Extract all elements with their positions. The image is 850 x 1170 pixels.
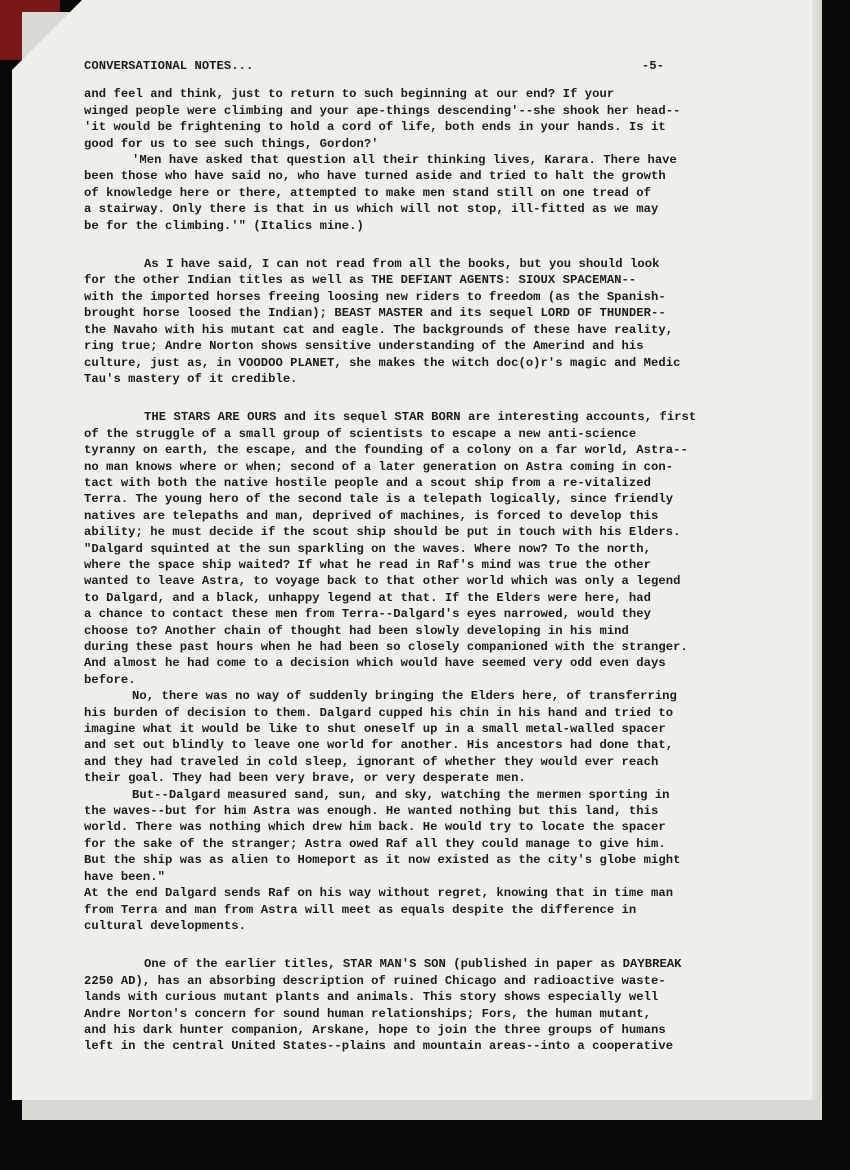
page-content	[84, 58, 784, 1055]
page-header	[84, 58, 784, 74]
document-title: CONVERSATIONAL NOTES...	[84, 59, 254, 73]
page-number: -5-	[641, 59, 664, 73]
paragraph-8: One of the earlier titles, STAR MAN'S SON (published in paper as DAYBREAK 2250 AD), has an absorbing description of ruined Chicago and radioactive waste- lands with curious mutant plants and animals. This story shows especially well Andre Norton's concern for sound human relationships; Fors, the human mutant, and his dark hunter companion, Arskane, hope to join the three groups of humans left in the central United States--plains and mountain areas--into a cooperative	[84, 957, 682, 1054]
paragraph-3: As I have said, I can not read from all the books, but you should look for the other Indian titles as well as THE DEFIANT AGENTS: SIOUX SPACEMAN-- with the imported horses freeing loosing new riders to freedom (as the Spanish- brought horse loosed the Indian); BEAST MASTER and its sequel LORD OF THUNDER-- the Navaho with his mutant cat and eagle. The backgrounds of these have reality, ring true; Andre Norton shows sensitive understanding of the Amerind and his culture, just as, in VOODOO PLANET, she makes the witch doc(o)r's magic and Medic Tau's mastery of it credible.	[84, 257, 681, 386]
paragraph-6: But--Dalgard measured sand, sun, and sky, watching the mermen sporting in the waves--but for him Astra was enough. He wanted nothing but this land, this world. There was nothing which drew him back. He would try to locate the spacer for the sake of the stranger; Astra owed Raf all they could manage to give him. But the ship was as alien to Homeport as it now existed as the city's globe might have been."	[84, 787, 681, 884]
paragraph-7: At the end Dalgard sends Raf on his way without regret, knowing that in time man from Terra and man from Astra will meet as equals despite the difference in cultural developments.	[84, 886, 674, 933]
paragraph-4: THE STARS ARE OURS and its sequel STAR BORN are interesting accounts, first of the struggle of a small group of scientists to escape a new anti-science tyranny on earth, the escape, and the founding of a colony on a far world, Astra-- no man knows where or when; second of a later generation on Astra coming in con- tact with both the native hostile people and a scout ship from a re-vitalized Terra. The young hero of the second tale is a telepath logically, since friendly natives are telepaths and man, deprived of machines, is forced to develop this ability; he must decide if the scout ship should be put in touch with his Elders. "Dalgard squinted at the sun sparkling on the waves. Where now? To the north, where the space ship waited? If what he read in Raf's mind was true the other wanted to leave Astra, to voyage back to that other world which was only a legend to Dalgard, and a black, unhappy legend at that. If the Elders were here, had a chance to contact these men from Terra--Dalgard's eyes narrowed, would they choose to? Another chain of thought had been slowly developing in his mind during these past hours when he had been so closely companioned with the stranger. And almost he had come to a decision which would have seemed very odd even days before.	[84, 410, 697, 687]
page-edge-shadow	[812, 0, 822, 1100]
paragraph-2: 'Men have asked that question all their thinking lives, Karara. There have been those who have said no, who have turned aside and tried to halt the growth of knowledge here or there, attempted to make men stand still on one tread of a stairway. Only there is that in us which will not stop, ill-fitted as we may be for the climbing.'" (Italics mine.)	[84, 153, 677, 233]
paragraph-1: and feel and think, just to return to such beginning at our end? If your winged people were climbing and your ape-things descending'--she shook her head-- 'it would be frightening to hold a cord of life, both ends in your hands. Is it good for us to see such things, Gordon?'	[84, 87, 681, 151]
paragraph-5: No, there was no way of suddenly bringing the Elders here, of transferring his burden of decision to them. Dalgard cupped his chin in his hand and tried to imagine what it would be like to shut oneself up in a small metal-walled spacer and set out blindly to leave one world for another. His ancestors had done that, and they had traveled in cold sleep, ignorant of whether they would ever reach their goal. They had been very brave, or very desperate men.	[84, 689, 677, 786]
